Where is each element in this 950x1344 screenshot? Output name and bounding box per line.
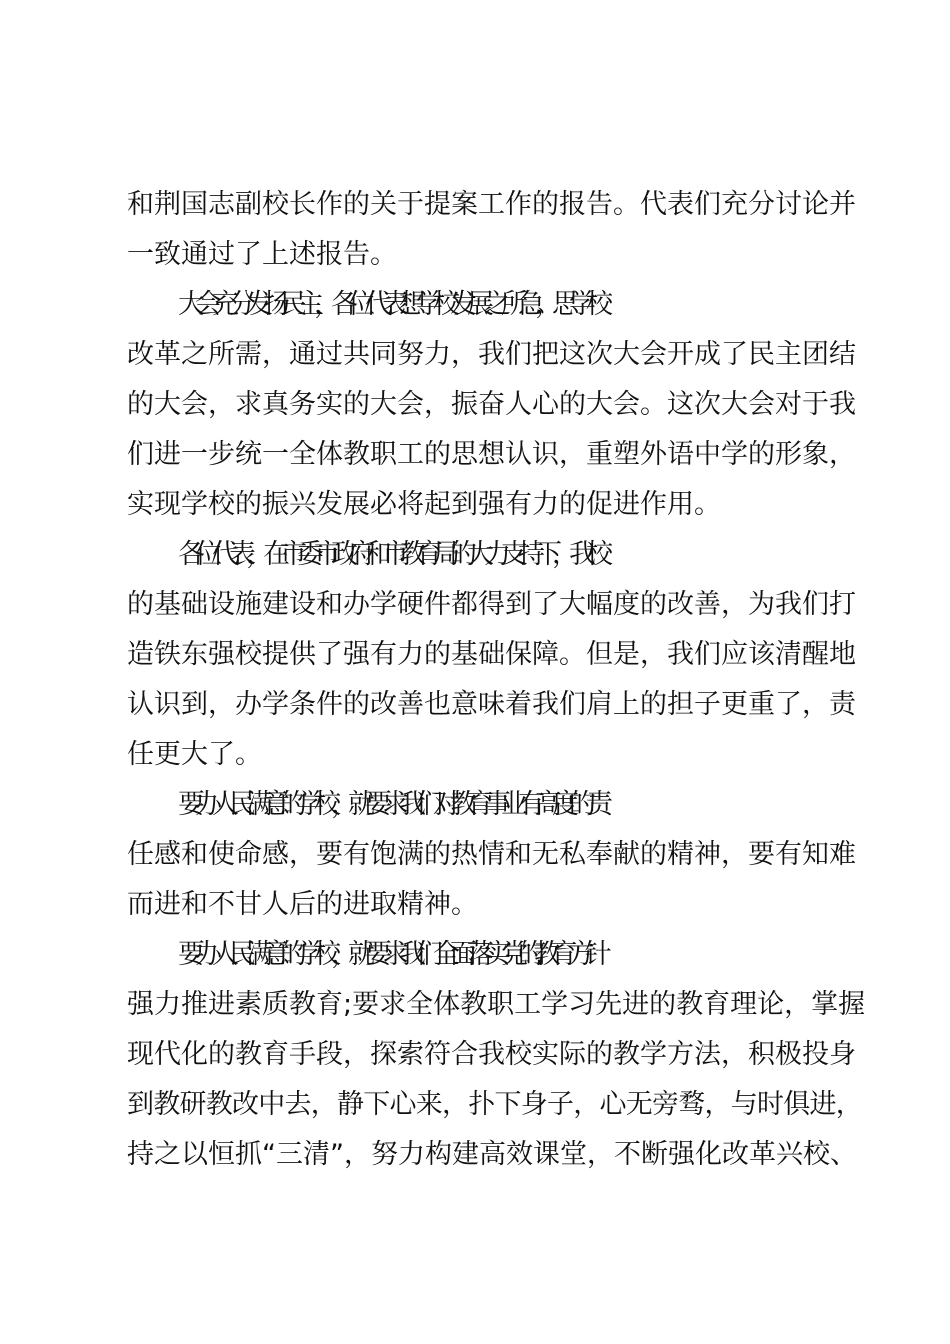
text-line: 任感和使命感，要有饱满的热情和无私奉献的精神，要有知难: [127, 839, 856, 870]
text-line: 和荆国志副校长作的关于提案工作的报告。代表们充分讨论并: [127, 189, 856, 220]
text-line: 到教研教改中去，静下心来，扑下身子，心无旁骛，与时俱进，: [127, 1089, 862, 1120]
text-line: 改革之所需，通过共同努力，我们把这次大会开成了民主团结: [127, 339, 856, 370]
paragraph-first-line: 要办人民满意的学校，就要求我们对教育事业有高度的责: [178, 789, 603, 820]
text-line: 们进一步统一全体教职工的思想认识，重塑外语中学的形象，: [127, 439, 856, 470]
text-line: 任更大了。: [127, 739, 262, 770]
text-line: 实现学校的振兴发展必将起到强有力的促进作用。: [127, 489, 721, 520]
text-line: 的大会，求真务实的大会，振奋人心的大会。这次大会对于我: [127, 389, 856, 420]
text-line: 的基础设施建设和办学硬件都得到了大幅度的改善，为我们打: [127, 589, 856, 620]
paragraph-first-line: 要办人民满意的学校，就要求我们全面落实党的.教育方针: [178, 939, 602, 970]
text-line: 造铁东强校提供了强有力的基础保障。但是，我们应该清醒地: [127, 639, 856, 670]
paragraph-first-line: 大会充分发扬民主，各位代表想学校发展之所急，思学校: [178, 289, 603, 320]
text-line: 而进和不甘人后的进取精神。: [127, 889, 478, 920]
text-line: 认识到，办学条件的改善也意味着我们肩上的担子更重了，责: [127, 689, 856, 720]
paragraph-first-line: 各位代表，在市委市政府和市教育局的大力支持下，我校: [178, 539, 603, 570]
text-line: 一致通过了上述报告。: [127, 239, 397, 270]
text-line: 现代化的教育手段，探索符合我校实际的教学方法，积极投身: [127, 1039, 856, 1070]
text-line: 持之以恒抓“三清”，努力构建高效课堂，不断强化改革兴校、: [127, 1139, 857, 1170]
text-line: 强力推进素质教育;要求全体教职工学习先进的教育理论，掌握: [127, 989, 866, 1020]
